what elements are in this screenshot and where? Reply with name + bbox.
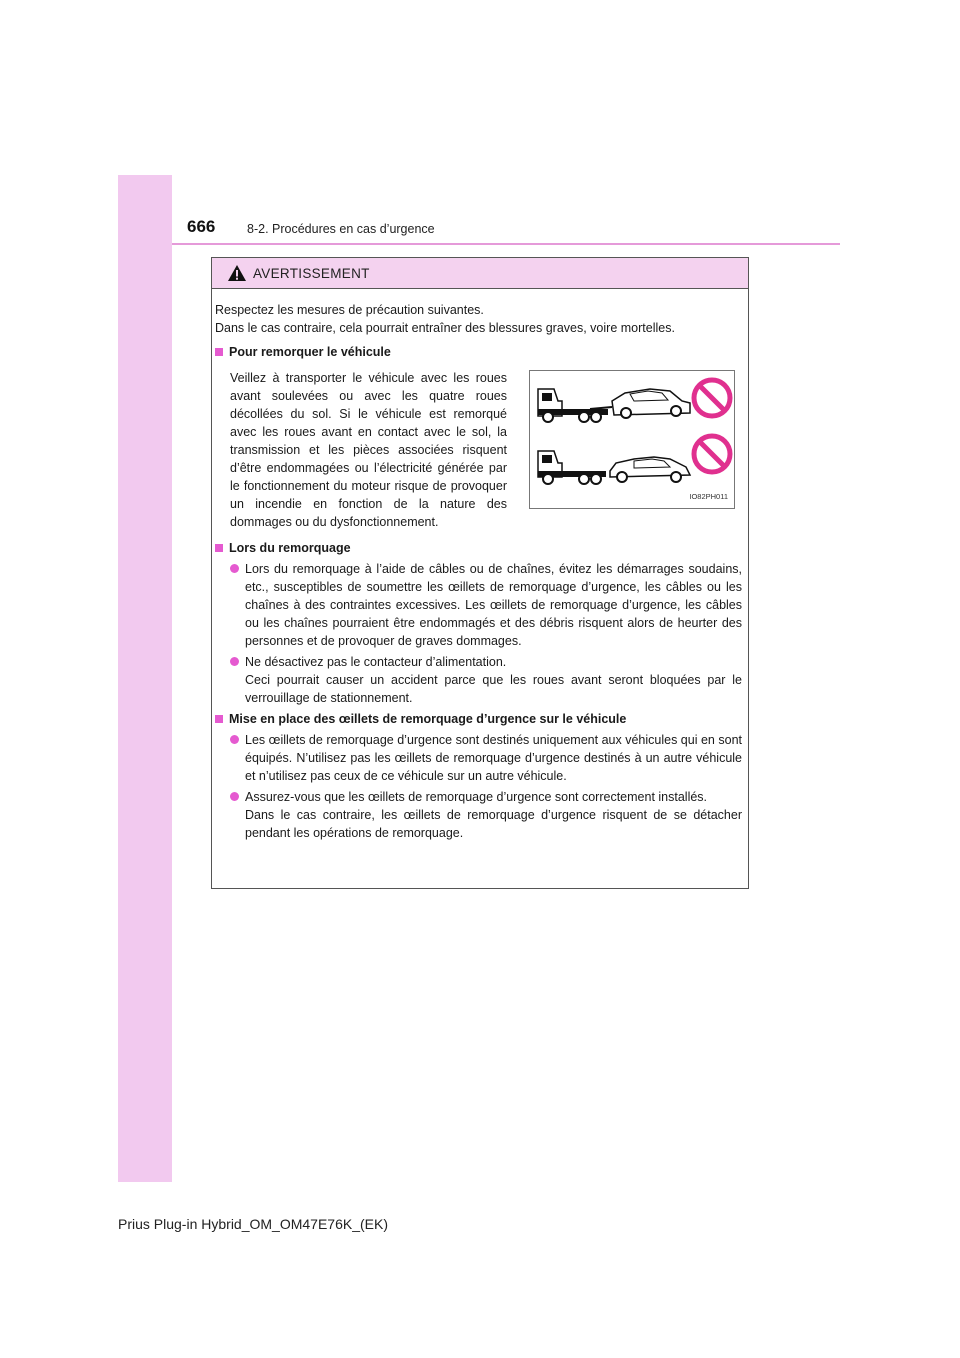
towing-illustration: [529, 370, 735, 509]
warning-triangle-icon: [227, 264, 247, 282]
towing-section: [215, 367, 742, 531]
towing-heading: [215, 343, 742, 361]
square-bullet-icon: [215, 715, 223, 723]
header-divider: [172, 243, 840, 245]
warning-intro: Respectez les mesures de précaution suivantes.: [215, 303, 484, 317]
list-item: [215, 731, 742, 785]
list-item: [215, 653, 742, 707]
page-footer: Prius Plug-in Hybrid_OM_OM47E76K_(EK): [118, 1216, 388, 1232]
bullet-text: [245, 653, 742, 707]
bullet-line: Dans le cas contraire, les œillets de remorquage d’urgence risquent de se détacher pendant les opérations de remorquage.: [245, 808, 742, 840]
towed-car-upper: [612, 389, 690, 418]
during-towing-heading-text: Lors du remorquage: [229, 541, 351, 555]
round-bullet-icon: [230, 657, 239, 666]
eyelets-heading: [215, 710, 742, 728]
warning-intro-consequence: Dans le cas contraire, cela pourrait entraîner des blessures graves, voire mortelles.: [215, 321, 675, 335]
during-towing-heading: [215, 539, 742, 557]
square-bullet-icon: [215, 348, 223, 356]
round-bullet-icon: [230, 735, 239, 744]
towing-text: Veillez à transporter le véhicule avec les roues avant soulevées ou avec les quatre roues décollées du sol. Si le véhicule est remorqué avec les roues avant en contact avec le sol, la transmission et les pièces associées risquent d’être endommagées ou l’électricité générée par le fonctionnement du moteur risque de provoquer un incendie en fonction de la nature des dommages ou du dysfonctionnement.: [230, 371, 507, 529]
square-bullet-icon: [215, 544, 223, 552]
eyelets-heading-text: Mise en place des œillets de remorquage d’urgence sur le véhicule: [229, 712, 627, 726]
warning-title: AVERTISSEMENT: [253, 265, 370, 281]
towing-heading-text: Pour remorquer le véhicule: [229, 345, 391, 359]
bullet-line: Assurez-vous que les œillets de remorquage d’urgence sont correctement installés.: [245, 790, 708, 804]
page-number: 666: [187, 217, 216, 236]
figure-code: IO82PH011: [689, 492, 728, 501]
bullet-text: Lors du remorquage à l’aide de câbles ou de chaînes, évitez les démarrages soudains, etc., susceptibles de soumettre les œillets de remorquage d’urgence, les câbles ou les chaînes à des contraintes excessives. Les œillets de remorquage d’urgence, les câbles ou les chaînes pourraient être endommagés et des débris risquent alors de heurter des personnes et de provoquer de graves dommages.: [245, 562, 742, 648]
tow-truck-upper: [538, 389, 612, 422]
prohibition-icon: [694, 380, 730, 416]
bullet-line: Ceci pourrait causer un accident parce que les roues avant seront bloquées par le verrouillage de stationnement.: [245, 673, 742, 705]
round-bullet-icon: [230, 792, 239, 801]
list-item: [215, 788, 742, 842]
prohibition-icon: [694, 436, 730, 472]
bullet-text: Les œillets de remorquage d’urgence sont destinés uniquement aux véhicules qui en sont équipés. N’utilisez pas les œillets de remorquage d’urgence destinés à un autre véhicule et n’utilisez pas ceux de ce véhicule sur un autre véhicule.: [245, 733, 742, 783]
bullet-line: Ne désactivez pas le contacteur d’alimentation.: [245, 655, 507, 669]
warning-body: [212, 289, 748, 842]
side-tab-band: [118, 175, 172, 1182]
bullet-text: [245, 788, 742, 842]
towed-car-lower: [610, 457, 690, 482]
warning-header: [212, 258, 748, 289]
list-item: [215, 560, 742, 650]
tow-truck-lower: [538, 451, 606, 484]
section-title: 8-2. Procédures en cas d’urgence: [247, 222, 435, 236]
round-bullet-icon: [230, 564, 239, 573]
warning-box: [211, 257, 749, 889]
